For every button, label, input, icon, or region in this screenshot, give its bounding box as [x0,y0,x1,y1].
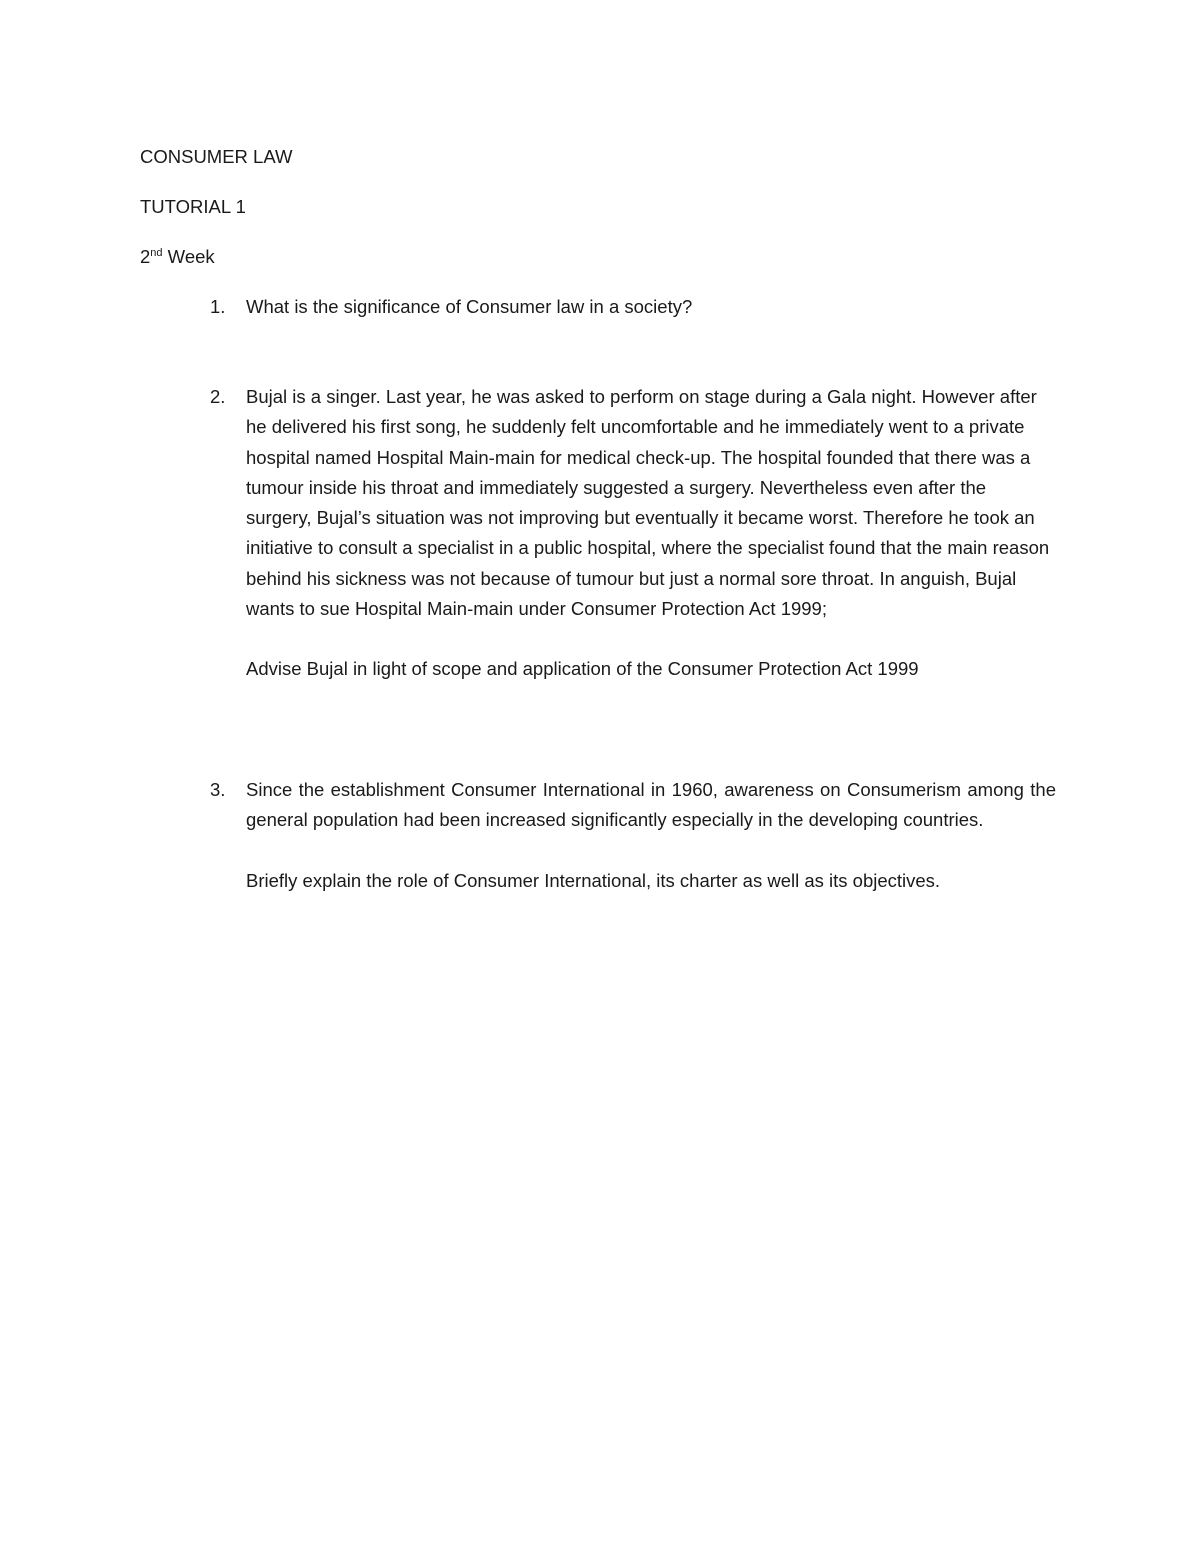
week-text: Week [162,246,215,267]
question-2 [210,382,1056,685]
course-title: CONSUMER LAW [140,146,293,167]
question-number: 2. [210,386,226,407]
question-1 [210,292,1056,322]
question-text: Since the establishment Consumer International in 1960, awareness on Consumerism among the general population had been increased significantly especially in the developing countries. [246,779,1056,831]
question-number: 1. [210,296,226,317]
week-number: 2 [140,246,151,267]
week-label [140,246,215,268]
week-suffix: nd [150,246,163,259]
question-text: Bujal is a singer. Last year, he was asked to perform on stage during a Gala night. However after he delivered his first song, he suddenly felt uncomfortable and he immediately went to a private hospital named Hospital Main-main for medical check-up. The hospital founded that there was a tumour inside his throat and immediately suggested a surgery. Nevertheless even after the surgery, Bujal’s situation was not improving but eventually it became worst. Therefore he took an initiative to consult a specialist in a public hospital, where the specialist found that the main reason behind his sickness was not because of tumour but just a normal sore throat. In anguish, Bujal wants to sue Hospital Main-main under Consumer Protection Act 1999; [246,386,1050,620]
question-3 [210,775,1056,896]
question-number: 3. [210,779,226,800]
question-instruction: Briefly explain the role of Consumer International, its charter as well as its objectives. [246,869,941,891]
question-instruction: Advise Bujal in light of scope and application of the Consumer Protection Act 1999 [246,658,919,680]
tutorial-title: TUTORIAL 1 [140,196,246,217]
question-text: What is the significance of Consumer law in a society? [246,296,693,317]
